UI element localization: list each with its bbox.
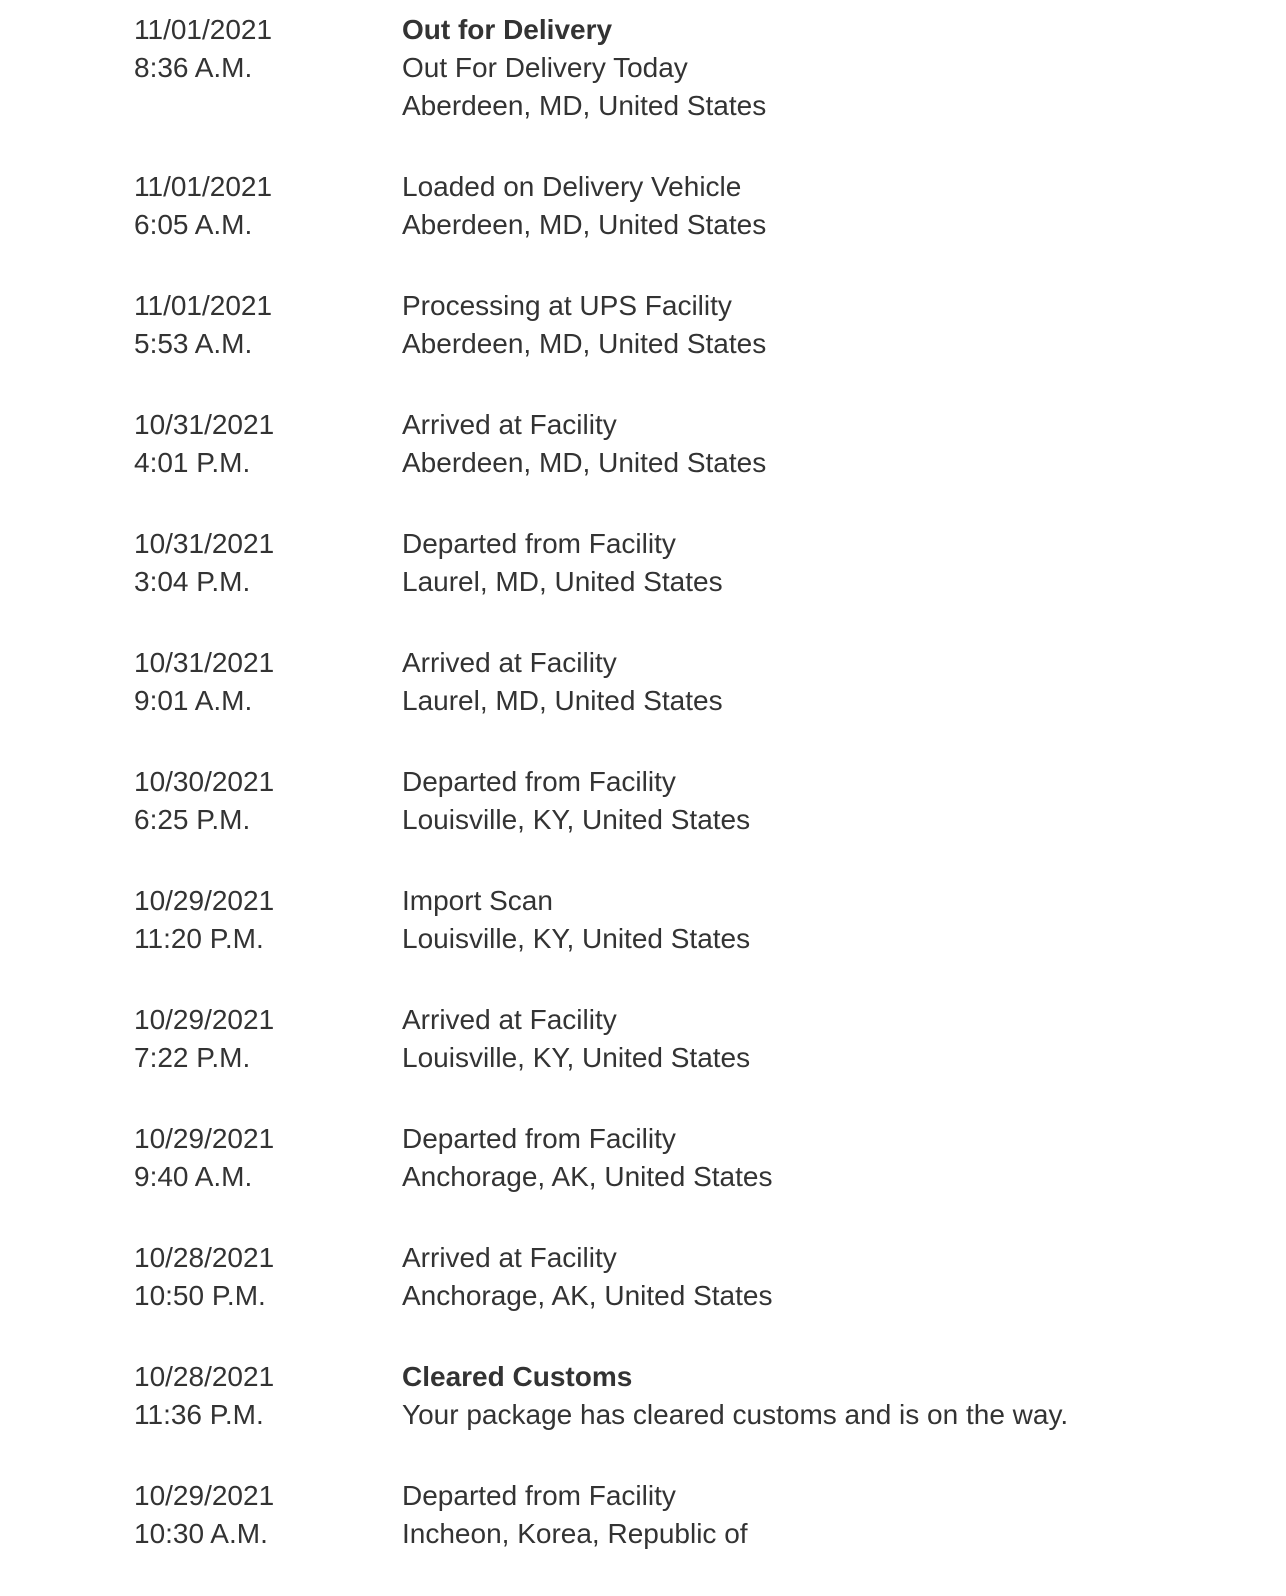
event-info [402, 1358, 1286, 1434]
event-time: 8:36 A.M. [134, 52, 253, 83]
event-info [402, 168, 1286, 244]
event-time: 5:53 A.M. [134, 328, 253, 359]
event-datetime [134, 763, 402, 839]
event-date: 10/28/2021 [134, 1242, 275, 1273]
event-status: Departed from Facility [402, 1480, 676, 1511]
event-date: 10/31/2021 [134, 409, 275, 440]
event-info [402, 406, 1286, 482]
event-time: 4:01 P.M. [134, 447, 251, 478]
event-status: Import Scan [402, 885, 553, 916]
tracking-event [0, 644, 1286, 720]
event-status: Departed from Facility [402, 1123, 676, 1154]
event-info [402, 1120, 1286, 1196]
tracking-event [0, 168, 1286, 244]
event-datetime [134, 1358, 402, 1434]
event-time: 11:20 P.M. [134, 923, 264, 954]
event-date: 11/01/2021 [134, 171, 273, 202]
tracking-event [0, 1477, 1286, 1553]
event-info [402, 882, 1286, 958]
event-detail: Out For Delivery Today [402, 52, 688, 83]
event-detail: Louisville, KY, United States [402, 804, 751, 835]
event-info [402, 525, 1286, 601]
event-info [402, 1001, 1286, 1077]
tracking-event [0, 287, 1286, 363]
event-datetime [134, 406, 402, 482]
event-time: 10:30 A.M. [134, 1518, 268, 1549]
event-time: 6:05 A.M. [134, 209, 253, 240]
event-status: Arrived at Facility [402, 1242, 617, 1273]
event-status: Processing at UPS Facility [402, 290, 732, 321]
event-detail: Anchorage, AK, United States [402, 1161, 773, 1192]
event-datetime [134, 644, 402, 720]
event-info [402, 287, 1286, 363]
event-date: 10/29/2021 [134, 1123, 275, 1154]
event-datetime [134, 1120, 402, 1196]
event-date: 11/01/2021 [134, 290, 273, 321]
event-status: Arrived at Facility [402, 647, 617, 678]
event-detail: Aberdeen, MD, United States [402, 447, 767, 478]
event-status: Departed from Facility [402, 528, 676, 559]
event-time: 11:36 P.M. [134, 1399, 264, 1430]
event-date: 10/28/2021 [134, 1361, 275, 1392]
event-info [402, 11, 1286, 125]
event-datetime [134, 882, 402, 958]
event-time: 10:50 P.M. [134, 1280, 266, 1311]
tracking-timeline [0, 11, 1286, 1596]
event-info [402, 763, 1286, 839]
event-status: Arrived at Facility [402, 409, 617, 440]
event-status: Departed from Facility [402, 766, 676, 797]
tracking-event [0, 525, 1286, 601]
event-datetime [134, 168, 402, 244]
event-status: Out for Delivery [402, 14, 613, 45]
event-date: 10/29/2021 [134, 1004, 275, 1035]
event-info [402, 644, 1286, 720]
event-datetime [134, 1239, 402, 1315]
tracking-event [0, 1120, 1286, 1196]
event-detail: Your package has cleared customs and is on the way. [402, 1399, 1069, 1430]
event-date: 11/01/2021 [134, 14, 273, 45]
tracking-event [0, 1358, 1286, 1434]
tracking-event [0, 763, 1286, 839]
tracking-event [0, 11, 1286, 125]
event-detail: Incheon, Korea, Republic of [402, 1518, 748, 1549]
event-detail: Aberdeen, MD, United States [402, 328, 767, 359]
event-info [402, 1477, 1286, 1553]
event-detail: Laurel, MD, United States [402, 566, 723, 597]
event-detail: Louisville, KY, United States [402, 1042, 751, 1073]
tracking-event [0, 1239, 1286, 1315]
event-status: Cleared Customs [402, 1361, 633, 1392]
event-time: 3:04 P.M. [134, 566, 251, 597]
event-detail: Louisville, KY, United States [402, 923, 751, 954]
event-date: 10/30/2021 [134, 766, 275, 797]
event-datetime [134, 287, 402, 363]
event-datetime [134, 1477, 402, 1553]
event-detail: Aberdeen, MD, United States [402, 209, 767, 240]
event-date: 10/31/2021 [134, 528, 275, 559]
event-date: 10/29/2021 [134, 1480, 275, 1511]
event-time: 9:01 A.M. [134, 685, 253, 716]
event-datetime [134, 11, 402, 125]
event-date: 10/29/2021 [134, 885, 275, 916]
event-status: Loaded on Delivery Vehicle [402, 171, 742, 202]
event-datetime [134, 525, 402, 601]
event-time: 6:25 P.M. [134, 804, 251, 835]
event-datetime [134, 1001, 402, 1077]
event-time: 9:40 A.M. [134, 1161, 253, 1192]
event-info [402, 1239, 1286, 1315]
event-detail: Laurel, MD, United States [402, 685, 723, 716]
tracking-event [0, 1001, 1286, 1077]
tracking-event [0, 406, 1286, 482]
event-detail: Anchorage, AK, United States [402, 1280, 773, 1311]
event-detail: Aberdeen, MD, United States [402, 90, 767, 121]
event-status: Arrived at Facility [402, 1004, 617, 1035]
event-date: 10/31/2021 [134, 647, 275, 678]
event-time: 7:22 P.M. [134, 1042, 251, 1073]
tracking-event [0, 882, 1286, 958]
